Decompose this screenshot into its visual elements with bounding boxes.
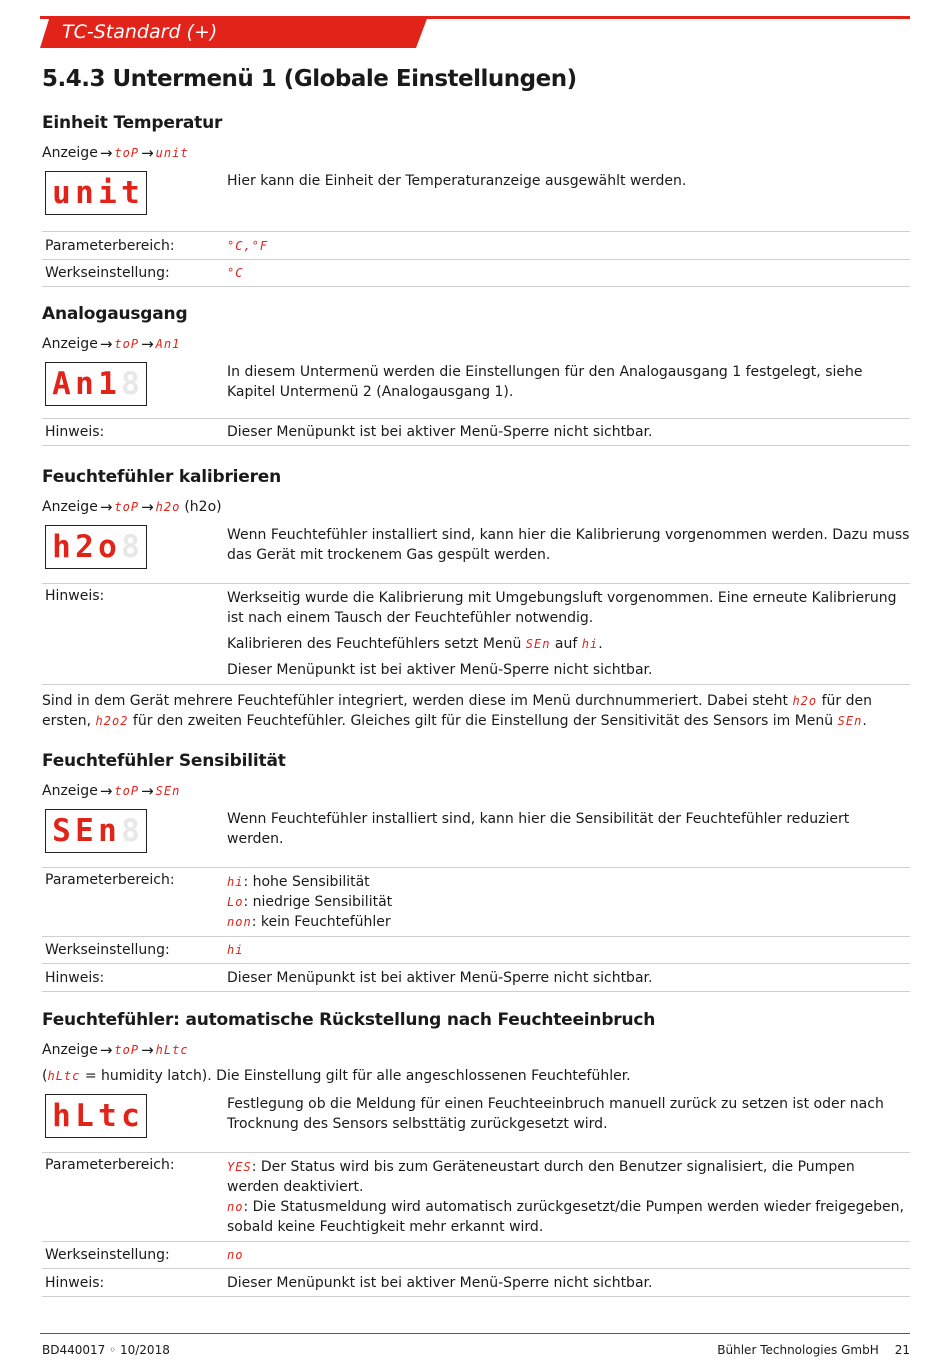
section-description: In diesem Untermenü werden die Einstellungen für den Analogausgang 1 festgelegt, siehe Kapitel Untermenü 2 (Analogausgang 1). [227, 364, 863, 400]
footer-doc-id: BD440017 ◦ 10/2018 [42, 1343, 170, 1357]
page-title: 5.4.3 Untermenü 1 (Globale Einstellungen) [42, 66, 577, 92]
section-intro [42, 809, 910, 867]
menu-path: Anzeige → toP → SEn [42, 782, 181, 800]
param-row: Parameterbereich: YES: Der Status wird bis zum Geräteneustart durch den Benutzer signalisiert, die Pumpen werden deaktiviert. no: Die Statusmeldung wird automatisch zurückgesetzt/die Pumpen werden wieder freigegeben, sobald keine Feuchtigkeit mehr erkannt wird. [42, 1153, 910, 1242]
section-sen [42, 751, 910, 992]
section-intro [42, 1094, 910, 1152]
footer-company: Bühler Technologies GmbH [717, 1343, 879, 1357]
section-h2o [42, 467, 910, 731]
segment-display: u n i t [45, 171, 147, 215]
arrow-right-icon: → [99, 335, 113, 353]
section-description: Festlegung ob die Meldung für einen Feuchteeinbruch manuell zurück zu setzen ist oder nach Trocknung des Sensors selbsttätig zurückgesetzt wird. [227, 1096, 884, 1132]
segment-display: h L t c [45, 1094, 147, 1138]
section-analog [42, 304, 910, 446]
param-row: Parameterbereich: hi: hohe Sensibilität Lo: niedrige Sensibilität non: kein Feuchtefühler [42, 868, 910, 937]
hint-row: Hinweis: Dieser Menüpunkt ist bei aktiver Menü-Sperre nicht sichtbar. [42, 1269, 910, 1297]
multi-sensor-paragraph: Sind in dem Gerät mehrere Feuchtefühler integriert, werden diese im Menü durchnummeriert. Dabei steht h2o für den ersten, h2o2 für den zweiten Feuchtefühler. Gleiches gilt für die Einstellung der Sensitivität des Sensors im Menü SEn. [42, 693, 872, 729]
arrow-right-icon: → [99, 498, 113, 516]
arrow-right-icon: → [99, 782, 113, 800]
arrow-right-icon: → [141, 782, 154, 800]
menu-path: Anzeige → toP → h2o (h2o) [42, 498, 222, 516]
footer-right [701, 1343, 910, 1357]
arrow-right-icon: → [99, 1041, 113, 1059]
section-hltc [42, 1010, 910, 1297]
menu-path: Anzeige → toP → hLtc [42, 1041, 189, 1059]
menu-path: Anzeige → toP → An1 [42, 335, 181, 353]
section-unit [42, 113, 910, 287]
section-title: Feuchtefühler kalibrieren [42, 467, 282, 487]
section-intro [42, 362, 910, 418]
hltc-note: (hLtc = humidity latch). Die Einstellung gilt für alle angeschlossenen Feuchtefühler. [42, 1068, 631, 1084]
section-intro [42, 171, 910, 231]
header-title: TC-Standard (+) [62, 21, 218, 43]
section-intro [42, 525, 910, 583]
menu-path: Anzeige → toP → unit [42, 144, 189, 162]
default-row: Werkseinstellung: °C [42, 260, 910, 287]
hint-row: Hinweis: Werkseitig wurde die Kalibrierung mit Umgebungsluft vorgenommen. Eine erneute Kalibrierung ist nach einem Tausch der Feuchtefühler notwendig. Kalibrieren des Feuchtefühlers setzt Menü SEn auf hi. Dieser Menüpunkt ist bei aktiver Menü-Sperre nicht sichtbar. [42, 584, 910, 685]
param-row: Parameterbereich: °C,°F [42, 232, 910, 260]
hint-row: Hinweis: Dieser Menüpunkt ist bei aktiver Menü-Sperre nicht sichtbar. [42, 419, 910, 446]
section-title: Analogausgang [42, 304, 188, 324]
footer-rule [40, 1333, 910, 1334]
arrow-right-icon: → [141, 335, 154, 353]
section-title: Feuchtefühler: automatische Rückstellung nach Feuchteeinbruch [42, 1010, 656, 1030]
segment-display: S E n 8 [45, 809, 147, 853]
default-row: Werkseinstellung: no [42, 1242, 910, 1269]
section-description: Hier kann die Einheit der Temperaturanzeige ausgewählt werden. [227, 173, 687, 189]
page-number: 21 [894, 1343, 910, 1357]
segment-display: h 2 o 8 [45, 525, 147, 569]
arrow-right-icon: → [141, 498, 154, 516]
section-title: Feuchtefühler Sensibilität [42, 751, 286, 771]
arrow-right-icon: → [99, 144, 113, 162]
arrow-right-icon: → [141, 1041, 154, 1059]
hint-row: Hinweis: Dieser Menüpunkt ist bei aktiver Menü-Sperre nicht sichtbar. [42, 964, 910, 992]
section-description: Wenn Feuchtefühler installiert sind, kann hier die Sensibilität der Feuchtefühler reduziert werden. [227, 811, 850, 847]
section-description: Wenn Feuchtefühler installiert sind, kann hier die Kalibrierung vorgenommen werden. Dazu muss das Gerät mit trockenem Gas gespült werden. [227, 527, 910, 563]
default-row: Werkseinstellung: hi [42, 937, 910, 964]
segment-display: A n 1 8 [45, 362, 147, 406]
section-title: Einheit Temperatur [42, 113, 223, 133]
arrow-right-icon: → [141, 144, 154, 162]
